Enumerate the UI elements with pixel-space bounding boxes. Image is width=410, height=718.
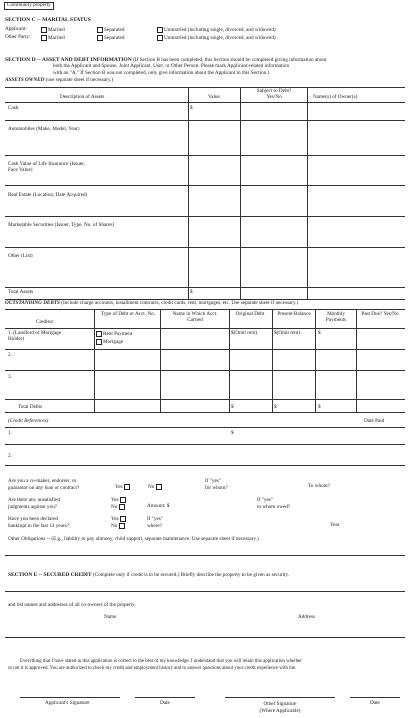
debt-header-past-due: Past Due? Yes/No	[361, 311, 399, 317]
asset-total-dollar: $	[190, 289, 193, 295]
other-party-label: Other Party:	[5, 34, 31, 40]
asset-header-subject-debt: Subject to Debt? Yes/No	[256, 88, 292, 100]
debt-row-2: 2.	[8, 352, 12, 358]
debt-total-monthly: $	[318, 404, 321, 410]
other-signature-label: Other Signature (Where Applicable)	[259, 701, 301, 714]
q-judgments-if-yes: If "yes" to whom owed?	[257, 497, 291, 510]
debt-header-present: Present Balance	[277, 311, 311, 317]
section-e-owners: and list names and addresses of all co-owners of the property.	[8, 602, 136, 608]
monthly-dollar-1: $	[318, 330, 321, 336]
credit-ref-1-dollar: $	[231, 430, 234, 436]
assets-owned-heading: ASSETS OWNED (use separate sheet if necessary.)	[5, 77, 114, 83]
debt-total-label: Total Debts	[18, 404, 42, 410]
q-bankrupt-year: Year	[330, 522, 340, 528]
mortgage-checkbox[interactable]: Mortgage	[96, 339, 123, 346]
section-e-header: SECTION E -- SECURED CREDIT (Complete only if credit is to be secured.) Briefly describe the property to be given as security.	[8, 572, 290, 578]
q-judgments-text: Are there any unsatisfied judgments against you?	[8, 497, 60, 510]
debt-header-creditor: Creditor	[36, 319, 54, 325]
section-e-address-label: Address	[298, 614, 316, 620]
applicant-married-checkbox[interactable]: Married	[41, 27, 65, 34]
asset-row-cash: Cash	[8, 105, 19, 111]
asset-row-real-estate: Real Estate (Location, Date Acquired)	[8, 192, 88, 198]
other-date-label: Date	[370, 700, 380, 706]
applicant-signature-label: Applicant's Signature	[45, 700, 90, 706]
credit-ref-2: 2.	[8, 453, 12, 459]
q-judgments-yes[interactable]: Yes	[111, 497, 127, 504]
certification-line-1: Everything that I have stated in this application is correct to the best of my knowledge. I understand that you will retain this application whether	[20, 659, 302, 664]
community-property-tag: Community property	[4, 2, 54, 10]
q-comaker-text: Are you a co-maker, endorser, or guarantor on any loan or contract?	[8, 478, 80, 491]
section-d-intro-2: both the Applicant and Spouse, Joint Applicant, User, or Other Person. Please mark Applicant-related information	[53, 63, 290, 69]
asset-header-owners: Name(s) of Owner(s)	[313, 94, 358, 100]
applicant-date-label: Date	[160, 700, 170, 706]
asset-cash-dollar: $	[190, 105, 193, 111]
q-comaker-yes[interactable]: Yes	[115, 484, 131, 491]
debt-header-monthly: Monthly Payments	[325, 311, 347, 323]
applicant-separated-checkbox[interactable]: Separated	[97, 27, 124, 34]
date-paid-label: Date Paid	[364, 418, 385, 424]
q-bankrupt-if-yes: If "yes" where?	[147, 516, 163, 529]
outstanding-debts-heading: OUTSTANDING DEBTS (Include charge accounts, installment contracts, credit cards, rent, mortgages, etc. Use separate sheet if necessary.)	[5, 300, 299, 306]
debt-total-present: $	[274, 404, 277, 410]
debt-header-original: Original Debt	[235, 311, 265, 317]
q-judgments-no[interactable]: No	[111, 504, 126, 511]
asset-row-securities: Marketable Securities (Issuer, Type, No. of Shares)	[8, 222, 115, 228]
original-omit-rent: $(Omit rent)	[231, 330, 258, 336]
asset-row-automobiles: Automobiles (Make, Model, Year)	[8, 126, 80, 132]
rent-payment-checkbox[interactable]: Rent Payment	[96, 331, 132, 338]
applicant-unmarried-checkbox[interactable]: Unmarried (including single, divorced, and widowed)	[157, 27, 276, 34]
section-e-name-label: Name	[104, 614, 117, 620]
debt-row-3: 3.	[8, 374, 12, 380]
debt-total-original: $	[231, 404, 234, 410]
q-bankrupt-text: Have you been declared bankrupt in the last 14 years?	[8, 516, 69, 529]
applicant-label: Applicant:	[5, 26, 27, 32]
section-c-title: SECTION C -- MARITAL STATUS	[5, 17, 91, 23]
other-unmarried-checkbox[interactable]: Unmarried (including single, divorced, and widowed)	[157, 35, 276, 42]
q-comaker-if-yes: If "yes" for whom?	[205, 478, 228, 491]
asset-row-life-insurance: Cash Value of Life Insurance (Issuer, Face Value)	[8, 161, 85, 173]
q-bankrupt-no[interactable]: No	[111, 523, 126, 530]
q-comaker-to-whom: To whom?	[308, 483, 330, 489]
asset-row-other: Other (List)	[8, 253, 33, 259]
section-d-intro-3: with an "A." If Section B was not completed, only give information about the Applicant in this Section.)	[53, 70, 270, 76]
certification-line-2: or not it is approved. You are authorized to check my credit and employment history and to answer questions about your credit experience with me.	[8, 666, 297, 671]
q-judgments-amount: Amount: $	[147, 503, 170, 509]
credit-references-label: (Credit References)	[8, 418, 49, 424]
present-omit-rent: $(Omit rent)	[274, 330, 301, 336]
other-separated-checkbox[interactable]: Separated	[97, 35, 124, 42]
credit-ref-1: 1.	[8, 430, 12, 436]
other-obligations: Other Obligations -- (E.g., liability to pay alimony, child support, separate maintenance. Use separate sheet if necessary.)	[8, 536, 259, 542]
asset-row-total: Total Assets	[8, 289, 34, 295]
q-bankrupt-yes[interactable]: Yes	[111, 516, 127, 523]
asset-header-description: Description of Assets	[60, 94, 105, 100]
q-comaker-no[interactable]: No	[148, 484, 163, 491]
section-d-header: SECTION D -- ASSET AND DEBT INFORMATION (If Section B has been completed, this Section should be completed giving information about	[5, 57, 327, 63]
asset-header-value: Value	[208, 94, 220, 100]
other-married-checkbox[interactable]: Married	[41, 35, 65, 42]
debt-header-type: Type of Debt or Acct. No.	[101, 311, 155, 317]
debt-row-1-creditor: 1. (Landlord or Mortgage Holder)	[8, 330, 62, 342]
debt-header-name: Name in Which Acct. Carried	[172, 311, 218, 323]
